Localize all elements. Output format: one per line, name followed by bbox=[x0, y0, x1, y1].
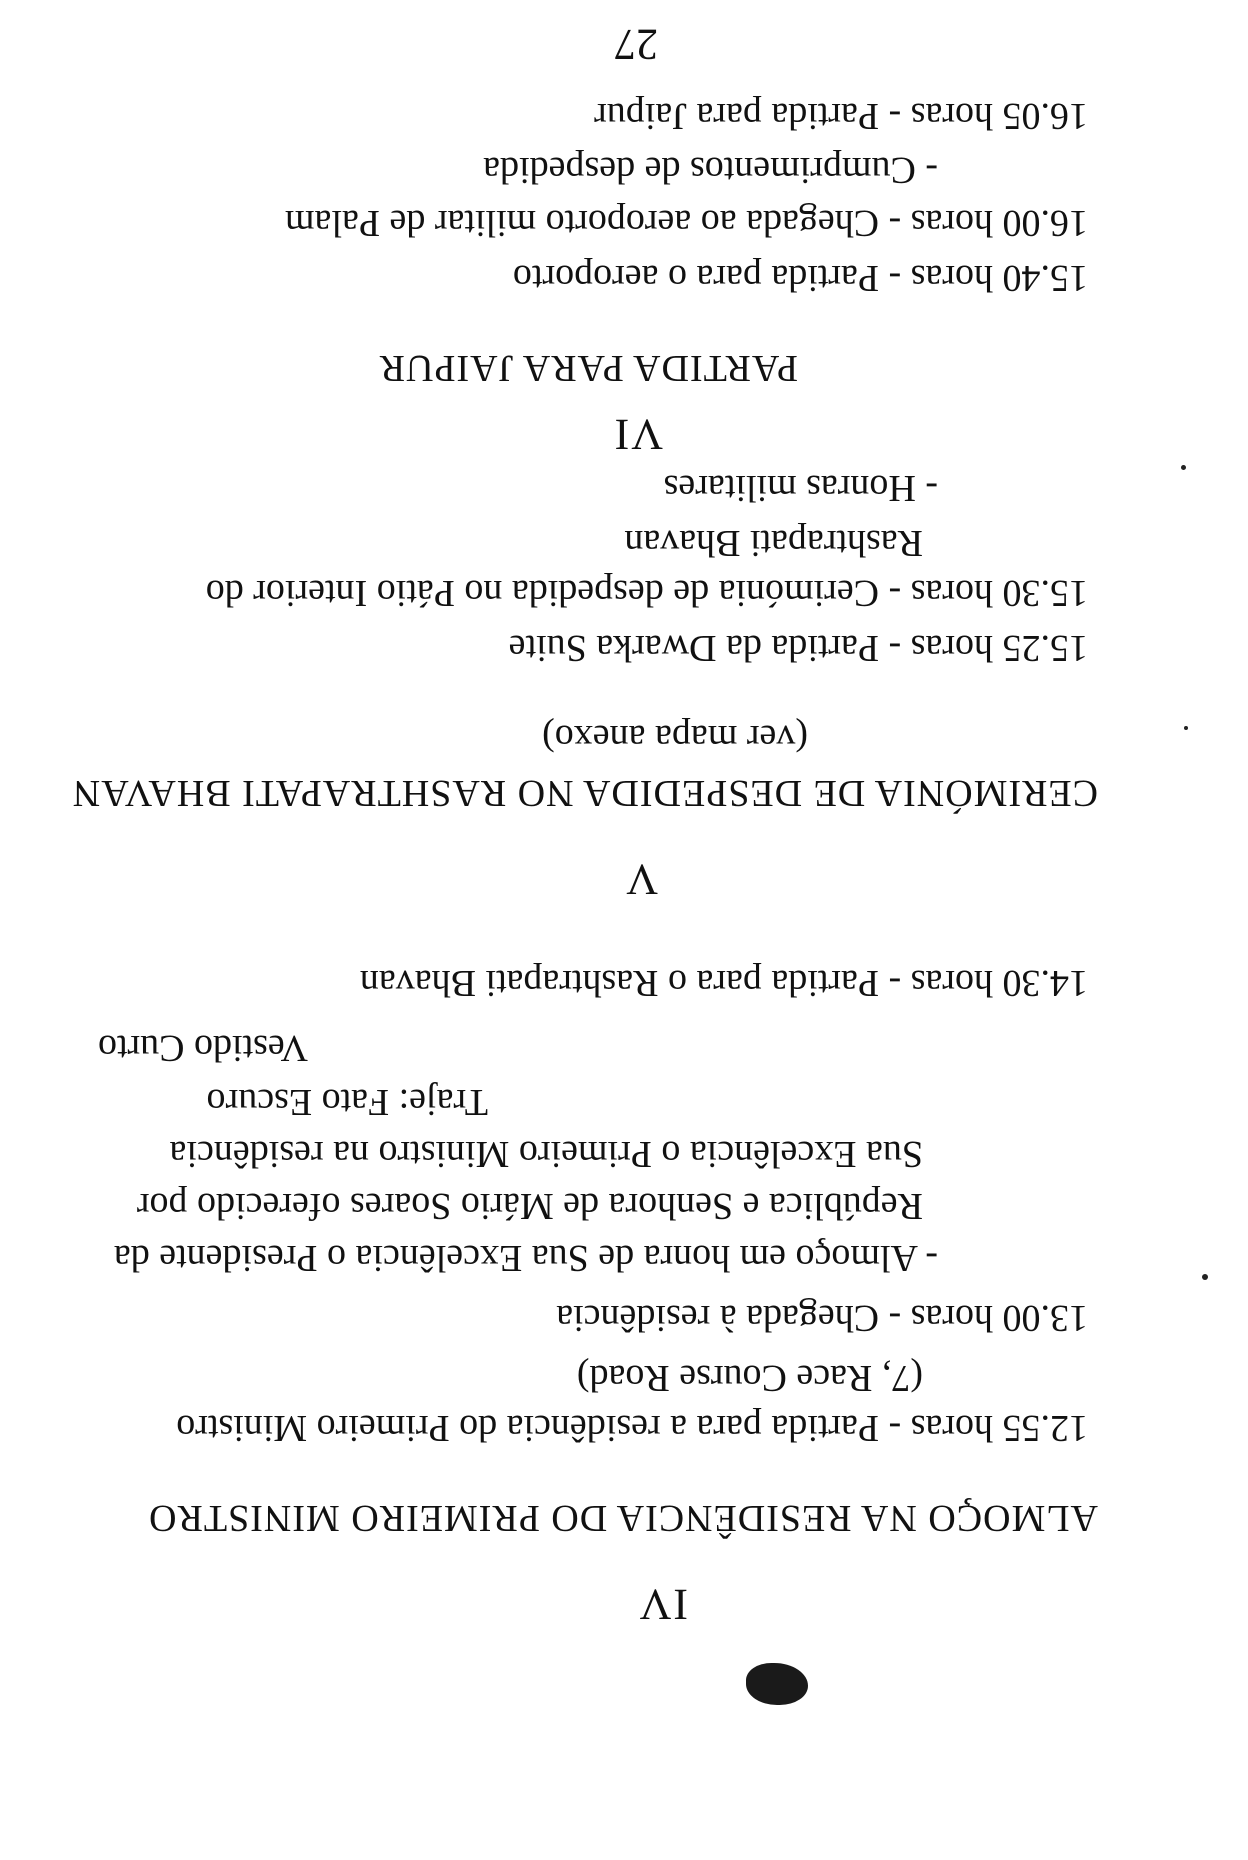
schedule-line: Vestido Curto bbox=[97, 1027, 308, 1069]
schedule-line: República e Senhora de Mário Soares oferecido por bbox=[136, 1185, 923, 1227]
schedule-line: 12.55 horas - Partida para a residência do Primeiro Ministro bbox=[176, 1407, 1088, 1449]
section-numeral: V bbox=[624, 855, 658, 904]
section-title: PARTIDA PARA JAIPUR bbox=[378, 347, 798, 389]
ink-blot bbox=[746, 1663, 808, 1705]
schedule-line: - Cumprimentos de despedida bbox=[483, 149, 938, 191]
speck bbox=[1184, 726, 1188, 730]
section-numeral: IV bbox=[637, 1580, 688, 1629]
speck bbox=[1202, 1274, 1208, 1280]
section-title: CERIMÓNIA DE DESPEDIDA NO RASHTRAPATI BHAVAN bbox=[71, 772, 1098, 814]
schedule-line: 16.05 horas - Partida para Jaipur bbox=[594, 95, 1088, 137]
schedule-line: - Almoço em honra de Sua Excelência o Presidente da bbox=[113, 1237, 938, 1279]
schedule-line: 15.40 horas - Partida para o aeroporto bbox=[512, 257, 1088, 299]
schedule-line: 15.30 horas - Cerimónia de despedida no Pátio Interior do bbox=[205, 572, 1088, 614]
schedule-line: - Honras militares bbox=[663, 467, 938, 509]
speck bbox=[1181, 465, 1186, 470]
schedule-line: (7, Race Course Road) bbox=[576, 1357, 923, 1399]
schedule-line: Sua Excelência o Primeiro Ministro na residência bbox=[169, 1133, 923, 1175]
schedule-line: Traje: Fato Escuro bbox=[206, 1081, 488, 1123]
schedule-line: 13.00 horas - Chegada à residência bbox=[556, 1297, 1088, 1339]
section-title: ALMOÇO NA RESIDÊNCIA DO PRIMEIRO MINISTRO bbox=[148, 1497, 1098, 1539]
schedule-line: Rashtrapati Bhavan bbox=[624, 522, 923, 564]
page-number: 27 bbox=[614, 20, 658, 69]
schedule-line: 16.00 horas - Chegada ao aeroporto militar de Palam bbox=[284, 202, 1088, 244]
schedule-line: 15.25 horas - Partida da Dwarka Suite bbox=[508, 627, 1088, 669]
schedule-line: 14.30 horas - Partida para o Rashtrapati Bhavan bbox=[359, 962, 1088, 1004]
section-subtitle: (ver mapa anexo) bbox=[542, 717, 808, 759]
section-numeral: VI bbox=[612, 410, 663, 459]
